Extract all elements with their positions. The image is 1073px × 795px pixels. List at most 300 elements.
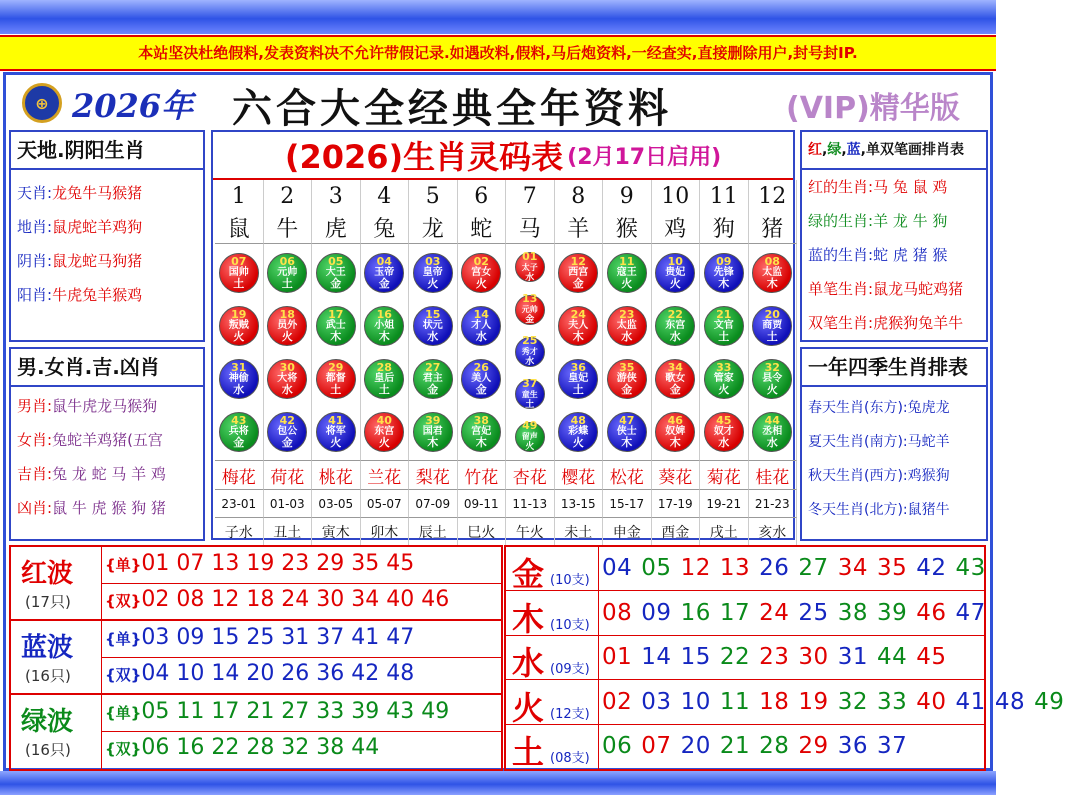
ball-title: 小姐: [374, 320, 395, 331]
flower-name: 樱花: [555, 460, 604, 490]
ball-number: 48: [570, 414, 586, 427]
row-label: 秋天生肖(西方):: [808, 468, 908, 484]
number-ball: [316, 306, 356, 346]
ball-title: 县令: [762, 373, 783, 384]
element-number: 41: [955, 688, 986, 715]
element-number: 28: [759, 733, 790, 760]
ball-column: [215, 244, 264, 460]
ball-number: 01: [522, 249, 538, 263]
ball-number: 47: [619, 414, 635, 427]
single-numbers: 01 07 13 19 23 29 35 45: [141, 551, 415, 576]
ball-number: 05: [328, 255, 344, 268]
row-value: 鼠虎蛇羊鸡狗: [52, 218, 143, 236]
element-row: [506, 636, 984, 683]
title-blue: 蓝: [846, 142, 861, 158]
element-number: 32: [837, 688, 868, 715]
number-ball: [558, 412, 598, 452]
ball-number: 13: [522, 292, 538, 306]
number-ball: [655, 412, 695, 452]
element-row: [506, 547, 984, 591]
column-number: 11: [700, 180, 749, 212]
flower-name: 桃花: [312, 460, 361, 490]
row-value: 牛虎兔羊猴鸡: [52, 286, 143, 304]
ball-column: [603, 244, 652, 460]
ball-element: 土: [281, 277, 293, 290]
flower-name: 菊花: [700, 460, 749, 490]
ball-element: 火: [475, 277, 487, 290]
number-ball: [558, 359, 598, 399]
panel-heaven-earth: [9, 130, 205, 342]
row-label: 男肖:: [17, 397, 53, 415]
wave-block: [11, 695, 501, 769]
element-number: 16: [680, 599, 711, 626]
ball-number: 32: [764, 361, 780, 374]
ball-title: 童生: [521, 389, 538, 399]
element-numbers: [602, 555, 995, 581]
number-ball: [316, 359, 356, 399]
row-value: 羊 龙 牛 狗: [873, 212, 948, 230]
ball-column: [555, 244, 604, 460]
flower-name: 兰花: [361, 460, 410, 490]
ball-element: 金: [378, 277, 390, 290]
panel-title: 一年四季生肖排表: [802, 349, 986, 387]
ball-number: 04: [376, 255, 392, 268]
panel-row: [11, 389, 203, 423]
element-number: 30: [798, 644, 829, 671]
number-ball: [316, 412, 356, 452]
table-title-main: (2026)生肖灵码表: [284, 138, 564, 176]
top-banner: [0, 0, 996, 34]
ball-element: 木: [669, 436, 681, 449]
branch-element: 申金: [603, 518, 652, 546]
element-number: 05: [641, 555, 672, 581]
number-ball: [413, 412, 453, 452]
color-waves-panel: [9, 545, 503, 771]
element-number: 15: [680, 644, 711, 671]
element-number: 12: [680, 555, 711, 581]
column-number: 9: [603, 180, 652, 212]
branch-element: 丑土: [264, 518, 313, 546]
ball-element: 火: [621, 277, 633, 290]
number-ball: [558, 306, 598, 346]
ball-number: 46: [667, 414, 683, 427]
ball-element: 金: [621, 383, 633, 396]
zodiac-name: 鼠: [215, 212, 264, 244]
ball-number: 43: [231, 414, 247, 427]
ball-element: 水: [525, 357, 535, 368]
number-ball: [607, 253, 647, 293]
wave-count: (17只): [25, 593, 71, 611]
element-count: (10支): [550, 617, 590, 633]
ball-number: 26: [473, 361, 489, 374]
number-ball: [219, 359, 259, 399]
column-number: 6: [458, 180, 507, 212]
ball-title: 东宫: [665, 320, 686, 331]
zodiac-name: 兔: [361, 212, 410, 244]
ball-number: 18: [279, 308, 295, 321]
hour-range: 03-05: [312, 490, 361, 518]
ball-title: 太监: [616, 320, 637, 331]
ball-title: 员外: [277, 320, 298, 331]
zodiac-code-table: [211, 130, 795, 540]
ball-element: 土: [233, 277, 245, 290]
ball-number: 44: [764, 414, 780, 427]
panel-row: [802, 391, 986, 425]
zodiac-name: 羊: [555, 212, 604, 244]
zodiac-name: 虎: [312, 212, 361, 244]
element-number: 13: [719, 555, 751, 581]
branch-element: 辰土: [409, 518, 458, 546]
element-number: 07: [641, 733, 672, 760]
wave-block: [11, 547, 501, 621]
panel-gender-luck: [9, 347, 205, 541]
ball-number: 35: [619, 361, 635, 374]
number-ball: [219, 306, 259, 346]
wave-single-line: [105, 699, 449, 724]
ball-title: 都督: [325, 373, 346, 384]
number-ball: [752, 359, 792, 399]
number-ball: [413, 306, 453, 346]
number-ball: [219, 412, 259, 452]
ball-number: 19: [231, 308, 247, 321]
ball-column: [361, 244, 410, 460]
element-number: 14: [641, 644, 672, 671]
single-tag: {单}: [105, 556, 142, 574]
panel-row: [802, 272, 986, 306]
ball-title: 皇帝: [422, 267, 443, 278]
row-value: 蛇 虎 猪 猴: [873, 246, 948, 264]
ball-number: 34: [667, 361, 683, 374]
element-number: 34: [837, 555, 868, 581]
element-count: (10支): [550, 573, 590, 588]
number-ball: [461, 359, 501, 399]
number-ball: [515, 249, 545, 283]
element-number: 47: [955, 599, 986, 626]
ball-number: 20: [764, 308, 780, 321]
number-ball: [515, 334, 545, 368]
ball-element: 火: [378, 436, 390, 449]
ball-title: 侠士: [616, 426, 637, 437]
zodiac-name: 狗: [700, 212, 749, 244]
ball-element: 水: [475, 330, 487, 343]
ball-column: [264, 244, 313, 460]
number-ball: [413, 253, 453, 293]
row-value: 兔虎龙: [907, 400, 950, 416]
double-tag: {双}: [105, 666, 142, 684]
ball-element: 土: [525, 399, 535, 410]
row-label: 绿的生肖:: [808, 212, 874, 230]
ball-number: 15: [425, 308, 441, 321]
element-numbers: [602, 733, 916, 759]
element-number: 46: [916, 599, 947, 626]
element-row: [506, 725, 984, 772]
ball-number: 28: [376, 361, 392, 374]
element-number: 43: [955, 555, 986, 581]
ball-element: 土: [766, 330, 778, 343]
row-label: 春天生肖(东方):: [808, 400, 908, 416]
element-number: 44: [876, 644, 908, 671]
flower-name: 梨花: [409, 460, 458, 490]
element-number: 22: [719, 644, 751, 671]
flower-name: 杏花: [506, 460, 555, 490]
element-number: 33: [876, 688, 908, 715]
ball-title: 皇妃: [568, 373, 589, 384]
column-number: 1: [215, 180, 264, 212]
column-number: 2: [264, 180, 313, 212]
ball-column: [312, 244, 361, 460]
row-value: 马蛇羊: [907, 434, 950, 450]
element-row: [506, 681, 1065, 727]
ball-title: 君主: [422, 373, 443, 384]
ball-number: 06: [279, 255, 295, 268]
wave-single-line: [105, 625, 414, 650]
element-name: 木: [512, 599, 545, 638]
column-number: 7: [506, 180, 555, 212]
wave-count: (16只): [25, 667, 71, 685]
ball-element: 木: [378, 330, 390, 343]
number-ball: [267, 253, 307, 293]
single-tag: {单}: [105, 704, 142, 722]
hour-range: 01-03: [264, 490, 313, 518]
panel-row: [802, 204, 986, 238]
number-ball: [607, 359, 647, 399]
double-numbers: 04 10 14 20 26 36 42 48: [141, 661, 415, 686]
number-ball: [704, 306, 744, 346]
column-number: 3: [312, 180, 361, 212]
panel-row: [802, 425, 986, 459]
panel-row: [11, 176, 203, 210]
element-number: 21: [719, 733, 751, 760]
wave-double-line: [105, 735, 379, 760]
ball-title: 歌女: [665, 373, 686, 384]
ball-number: 14: [473, 308, 489, 321]
ball-column: [458, 244, 507, 460]
ball-number: 42: [279, 414, 295, 427]
element-name: 土: [512, 733, 545, 772]
panel-row: [11, 210, 203, 244]
ball-title: 武士: [325, 320, 346, 331]
hour-range: 19-21: [700, 490, 749, 518]
ball-number: 03: [425, 255, 441, 268]
ball-number: 40: [376, 414, 392, 427]
element-number: 18: [759, 688, 790, 715]
ball-element: 火: [330, 436, 342, 449]
element-number: 02: [602, 688, 633, 715]
ball-title: 元帅: [277, 267, 298, 278]
element-numbers: [602, 689, 1073, 715]
ball-title: 夫人: [568, 320, 589, 331]
ball-number: 36: [570, 361, 586, 374]
ball-number: 49: [522, 419, 538, 433]
panel-row: [11, 244, 203, 278]
ball-number: 08: [764, 255, 780, 268]
ball-title: 商贾: [762, 320, 783, 331]
ball-title: 兵将: [228, 426, 249, 437]
zodiac-name: 马: [506, 212, 555, 244]
element-number: 24: [759, 599, 790, 626]
row-label: 冬天生肖(北方):: [808, 502, 908, 518]
ball-element: 木: [427, 436, 439, 449]
bottom-banner: [0, 771, 996, 795]
element-number: 26: [759, 555, 790, 581]
row-value: 鼠龙蛇马狗猪: [52, 252, 143, 270]
element-number: 23: [759, 644, 790, 671]
single-numbers: 03 09 15 25 31 37 41 47: [141, 625, 415, 650]
wave-name: 蓝波: [21, 633, 74, 663]
ball-title: 先锋: [713, 267, 734, 278]
ball-element: 木: [718, 277, 730, 290]
element-number: 20: [680, 733, 711, 760]
ball-element: 土: [330, 383, 342, 396]
column-number: 5: [409, 180, 458, 212]
ball-number: 23: [619, 308, 635, 321]
element-name: 金: [512, 555, 545, 593]
ball-title: 才人: [471, 320, 492, 331]
ball-title: 管家: [713, 373, 734, 384]
wave-double-line: [105, 587, 449, 612]
branch-element: 子水: [215, 518, 264, 546]
ball-element: 火: [525, 442, 535, 453]
header: [6, 75, 990, 132]
ball-title: 丞相: [762, 426, 783, 437]
element-number: 08: [602, 599, 633, 626]
hour-range: 05-07: [361, 490, 410, 518]
number-ball: [461, 253, 501, 293]
ball-element: 金: [281, 436, 293, 449]
ball-number: 11: [619, 255, 635, 268]
wave-double-line: [105, 661, 414, 686]
element-number: 38: [837, 599, 868, 626]
column-number: 8: [555, 180, 604, 212]
divider: [101, 695, 102, 769]
number-ball: [558, 253, 598, 293]
zodiac-name: 龙: [409, 212, 458, 244]
element-count: (08支): [550, 751, 590, 767]
number-ball: [364, 359, 404, 399]
hour-range: 09-11: [458, 490, 507, 518]
element-number: 09: [641, 599, 672, 626]
flower-name: 荷花: [264, 460, 313, 490]
number-ball: [413, 359, 453, 399]
row-value: 虎猴狗兔羊牛: [873, 314, 964, 332]
ball-element: 水: [621, 330, 633, 343]
ball-element: 水: [525, 272, 535, 283]
title-red: 红: [808, 142, 822, 158]
element-number: 37: [876, 733, 908, 760]
row-label: 阳肖:: [17, 286, 53, 304]
ball-title: 寇王: [616, 267, 637, 278]
ball-number: 45: [716, 414, 732, 427]
ball-number: 38: [473, 414, 489, 427]
ball-title: 太子: [521, 262, 538, 272]
ball-column: [409, 244, 458, 460]
element-number: 39: [876, 599, 908, 626]
element-number: 10: [680, 688, 711, 715]
number-ball: [655, 306, 695, 346]
element-row: [506, 592, 984, 636]
element-number: 31: [837, 644, 868, 671]
divider: [101, 731, 501, 732]
ball-number: 41: [328, 414, 344, 427]
flower-name: 桂花: [749, 460, 798, 490]
number-ball: [461, 412, 501, 452]
single-numbers: 05 11 17 21 27 33 39 43 49: [141, 699, 450, 724]
branch-element: 卯木: [361, 518, 410, 546]
branch-element: 亥水: [749, 518, 798, 546]
ball-number: 10: [667, 255, 683, 268]
row-value: 鼠 牛 虎 猴 狗 猪: [52, 499, 166, 517]
ball-title: 叛贼: [228, 320, 249, 331]
ball-element: 水: [427, 330, 439, 343]
row-value: 兔 龙 蛇 马 羊 鸡: [52, 465, 166, 483]
ball-title: 游侠: [616, 373, 637, 384]
element-number: 27: [798, 555, 829, 581]
ball-title: 留声: [521, 432, 538, 442]
ball-number: 16: [376, 308, 392, 321]
ball-element: 土: [378, 383, 390, 396]
panel-row: [802, 459, 986, 493]
element-number: 42: [916, 555, 947, 581]
ball-title: 将军: [325, 426, 346, 437]
title-green: 绿: [827, 142, 842, 158]
number-ball: [752, 253, 792, 293]
element-number: 25: [798, 599, 829, 626]
divider: [101, 583, 501, 584]
table-title: [213, 132, 793, 180]
ball-number: 30: [279, 361, 295, 374]
ball-title: 宫妃: [471, 426, 492, 437]
row-label: 红的生肖:: [808, 178, 874, 196]
panel-row: [11, 457, 203, 491]
ball-element: 金: [427, 383, 439, 396]
hour-range: 07-09: [409, 490, 458, 518]
panel-title: 男.女肖.吉.凶肖: [11, 349, 203, 387]
number-ball: [607, 306, 647, 346]
row-label: 凶肖:: [17, 499, 53, 517]
ball-title: 美人: [471, 373, 492, 384]
row-value: 鼠猪牛: [907, 502, 950, 518]
ball-title: 文官: [713, 320, 734, 331]
element-number: 35: [876, 555, 908, 581]
row-label: 女肖:: [17, 431, 53, 449]
ball-number: 24: [570, 308, 586, 321]
ball-element: 木: [475, 436, 487, 449]
ball-column: [700, 244, 749, 460]
ball-element: 金: [475, 383, 487, 396]
logo-icon: ⊕: [22, 83, 62, 123]
ball-element: 水: [669, 330, 681, 343]
ball-title: 西宫: [568, 267, 589, 278]
wave-name: 红波: [21, 559, 74, 589]
flower-name: 梅花: [215, 460, 264, 490]
year-label: 2026年: [72, 87, 194, 125]
zodiac-name: 牛: [264, 212, 313, 244]
hour-range: 21-23: [749, 490, 798, 518]
divider: [101, 621, 102, 695]
branch-element: 午火: [506, 518, 555, 546]
element-number: 11: [719, 688, 751, 715]
ball-title: 秀才: [521, 347, 538, 357]
row-label: 双笔生肖:: [808, 314, 874, 332]
divider: [101, 547, 102, 621]
element-number: 19: [798, 688, 829, 715]
number-ball: [607, 412, 647, 452]
column-number: 12: [749, 180, 798, 212]
ball-element: 火: [427, 277, 439, 290]
branch-element: 寅木: [312, 518, 361, 546]
ball-element: 金: [233, 436, 245, 449]
ball-title: 奴才: [713, 426, 734, 437]
